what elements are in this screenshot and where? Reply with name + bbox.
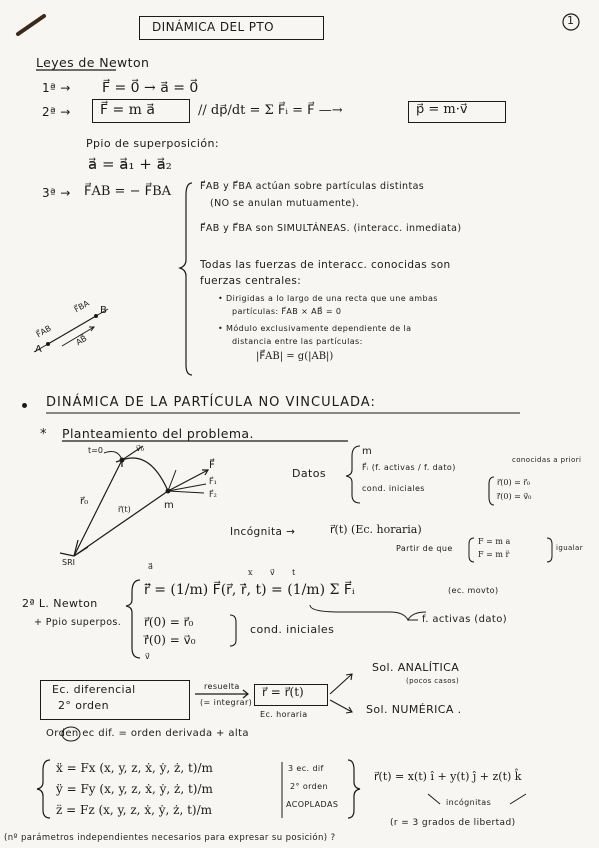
incognita-value: r⃗(t) (Ec. horaria) [330,523,422,536]
system-x: ẍ = Fx (x, y, z, ẋ, ẏ, ż, t)/m [56,761,213,775]
partir-label: Partir de que [396,544,453,553]
section2-heading: DINÁMICA DE LA PARTÍCULA NO VINCULADA: [46,395,376,410]
partir-note: igualar [556,544,584,552]
system-note-2: 2° orden [290,782,328,791]
section-bullet [22,403,27,408]
r-expansion: r⃗(t) = x(t) î + y(t) ĵ + z(t) k̂ [374,770,522,783]
law3-label: 3ª → [42,186,71,200]
superposition-label-2: + Ppio superpos. [34,617,122,628]
origin-label: SRI [62,558,75,567]
dato-forces: F⃗ᵢ (f. activas / f. dato) [362,463,456,472]
cond-r0: r⃗(0) = r⃗₀ [497,478,530,487]
incognita-label: Incógnita → [230,526,296,538]
partir-eq-1: F = m a [478,537,511,546]
init-cond-r: r⃗(0) = r⃗₀ [144,615,194,629]
newton2-label: 2ª L. Newton [22,597,98,610]
mass-label: m [164,500,174,511]
eq-over-x: x [248,568,253,577]
law3-note-5: • Dirigidas a lo largo de una recta que une ambas [218,294,438,303]
law3-note-2: F⃗AB y F⃗BA son SIMULTÁNEAS. (interacc. inmediata) [200,223,462,234]
sol-numerica: Sol. NUMÉRICA . [366,703,462,716]
subheading: Planteamiento del problema. [62,426,254,441]
law3-note-6: partículas: F⃗AB × AB⃗ = 0 [232,307,342,316]
point-a-label: A [35,344,42,355]
system-note-3: ACOPLADAS [286,800,339,809]
integrar-label: (= integrar) [200,698,253,707]
motion-equation-note: (ec. movto) [448,586,499,595]
pencil-mark [18,16,44,34]
law3-note-8: distancia entre las partículas: [232,337,363,346]
law3-note-0: F⃗AB y F⃗BA actúan sobre partículas distintas [200,181,425,192]
ab-vector-label: AB⃗ [74,333,89,348]
law2-equation: F⃗ = m a⃗ [100,102,155,118]
datos-note: conocidas a priori [512,456,582,464]
orden-note: Orden ec dif. = orden derivada + alta [46,728,249,739]
law2-label: 2ª → [42,105,71,119]
page-number: 1 [567,14,574,27]
motion-equation: r̈⃗ = (1/m) F⃗(r⃗, ṙ⃗, t) = (1/m) Σ F⃗ᵢ [144,582,355,598]
solution-equation: r⃗ = r⃗(t) [262,685,304,699]
law3-note-7: • Módulo exclusivamente dependiente de la [218,324,412,333]
activas-note: f. activas (dato) [422,614,508,625]
t0-label: t=0 [88,446,103,455]
law3-note-3: Todas las fuerzas de interacc. conocidas son [200,259,451,271]
system-y: ÿ = Fy (x, y, z, ẋ, ẏ, ż, t)/m [56,782,213,796]
incognitas-label: incógnitas [446,798,492,807]
subheading-star: * [40,427,47,442]
pocos-casos: (pocos casos) [406,677,460,685]
eq-under-v: v⃗ [145,652,150,661]
dato-conditions: cond. iniciales [362,484,425,493]
system-note-1: 3 ec. dif [288,764,324,773]
law1-equation: F⃗ = 0⃗ → a⃗ = 0⃗ [102,80,199,96]
cond-v0: ṙ⃗(0) = v⃗₀ [497,492,532,501]
eq-over-t: t [292,568,296,577]
partir-eq-2: F = m r̈ [478,550,510,559]
dato-mass: m [362,446,373,457]
datos-label: Datos [292,467,326,480]
law3-note-4: fuerzas centrales: [200,275,302,287]
ec-dif-line1: Ec. diferencial [52,683,136,696]
init-cond-note: cond. iniciales [250,623,335,636]
init-cond-v: ṙ⃗(0) = v⃗₀ [144,633,196,647]
point-b-label: B [100,305,107,316]
r0-label: r⃗₀ [80,496,89,507]
force2-label: F⃗₂ [209,490,217,499]
ec-horaria-label: Ec. horaria [260,710,308,719]
superposition-label: Ppio de superposición: [86,137,219,150]
footnote: (nº parámetros independientes necesarios para expresar su posición) ? [4,833,336,843]
sol-analitica: Sol. ANALÍTICA [372,661,460,674]
system-z: z̈ = Fz (x, y, z, ẋ, ẏ, ż, t)/m [56,803,212,817]
momentum-equation: p⃗ = m·v⃗ [416,102,468,117]
page-title: DINÁMICA DEL PTO [152,20,274,34]
rt-label: r⃗(t) [118,505,131,514]
resuelta-label: resuelta [204,682,240,691]
grados-libertad: (r = 3 grados de libertad) [390,818,516,828]
law3-equation: F⃗AB = − F⃗BA [84,184,172,199]
eq-over-a: a⃗ [148,562,153,571]
ec-dif-line2: 2° orden [58,699,109,712]
fab-label: F⃗AB [34,323,53,340]
momentum-derivative: // dp⃗/dt = Σ F⃗ᵢ = F⃗ —→ [198,103,343,118]
law3-note-1: (NO se anulan mutuamente). [210,198,360,209]
superposition-equation: a⃗ = a⃗₁ + a⃗₂ [88,155,172,173]
newton-heading: Leyes de Newton [36,55,150,70]
force1-label: F⃗₁ [209,477,217,486]
v0-label: v⃗₀ [136,444,144,453]
force-label: F⃗ [209,460,215,471]
eq-over-v: v⃗ [270,568,275,577]
law1-label: 1ª → [42,81,71,95]
law3-note-9: |F⃗AB| = g(|AB|) [256,351,334,362]
fba-label: F⃗BA [72,298,91,315]
